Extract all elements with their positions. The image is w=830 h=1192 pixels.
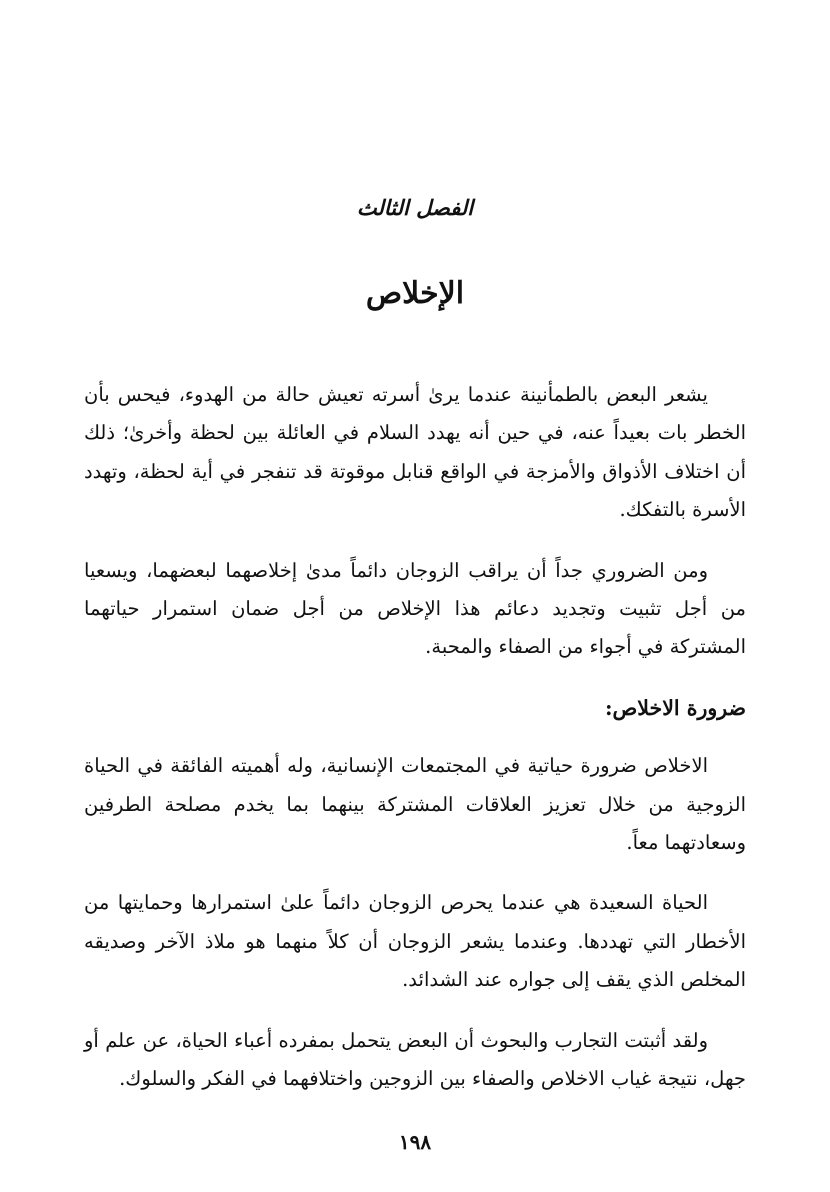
paragraph: الاخلاص ضرورة حياتية في المجتمعات الإنسانية، وله أهميته الفائقة في الحياة الزوجية من خلال تعزيز العلاقات المشتركة بينهما بما يخدم مصلحة الطرفين وسعادتهما معاً. [84, 754, 746, 855]
paragraph: ولقد أثبتت التجارب والبحوث أن البعض يتحمل بمفرده أعباء الحياة، عن علم أو جهل، نتيجة غياب الاخلاص والصفاء بين الزوجين واختلافهما في الفكر والسلوك. [84, 1028, 746, 1091]
page-body [84, 376, 746, 1121]
section-heading: ضرورة الاخلاص: [604, 695, 746, 720]
paragraph: ومن الضروري جداً أن يراقب الزوجان دائماً مدىٰ إخلاصهما لبعضهما، ويسعيا من أجل تثبيت وتجديد دعائم هذا الإخلاص من أجل ضمان استمرار حياتهما المشتركة في أجواء من الصفاء والمحبة. [84, 558, 746, 659]
chapter-title: الإخلاص [365, 276, 465, 311]
page-number: ١٩٨ [398, 1130, 432, 1154]
paragraph: يشعر البعض بالطمأنينة عندما يرىٰ أسرته تعيش حالة من الهدوء، فيحس بأن الخطر بات بعيداً عنه، في حين أنه يهدد السلام في العائلة بين لحظة وأخرىٰ؛ ذلك أن اختلاف الأذواق والأمزجة في الواقع قنابل موقوتة قد تنفجر في أية لحظة، وتهدد الأسرة بالتفكك. [84, 383, 746, 522]
chapter-label: الفصل الثالث [356, 195, 474, 220]
paragraph: الحياة السعيدة هي عندما يحرص الزوجان دائماً علىٰ استمرارها وحمايتها من الأخطار التي تهددها. وعندما يشعر الزوجان أن كلاً منهما هو ملاذ الآخر وصديقه المخلص الذي يقف إلى جواره عند الشدائد. [84, 891, 746, 992]
